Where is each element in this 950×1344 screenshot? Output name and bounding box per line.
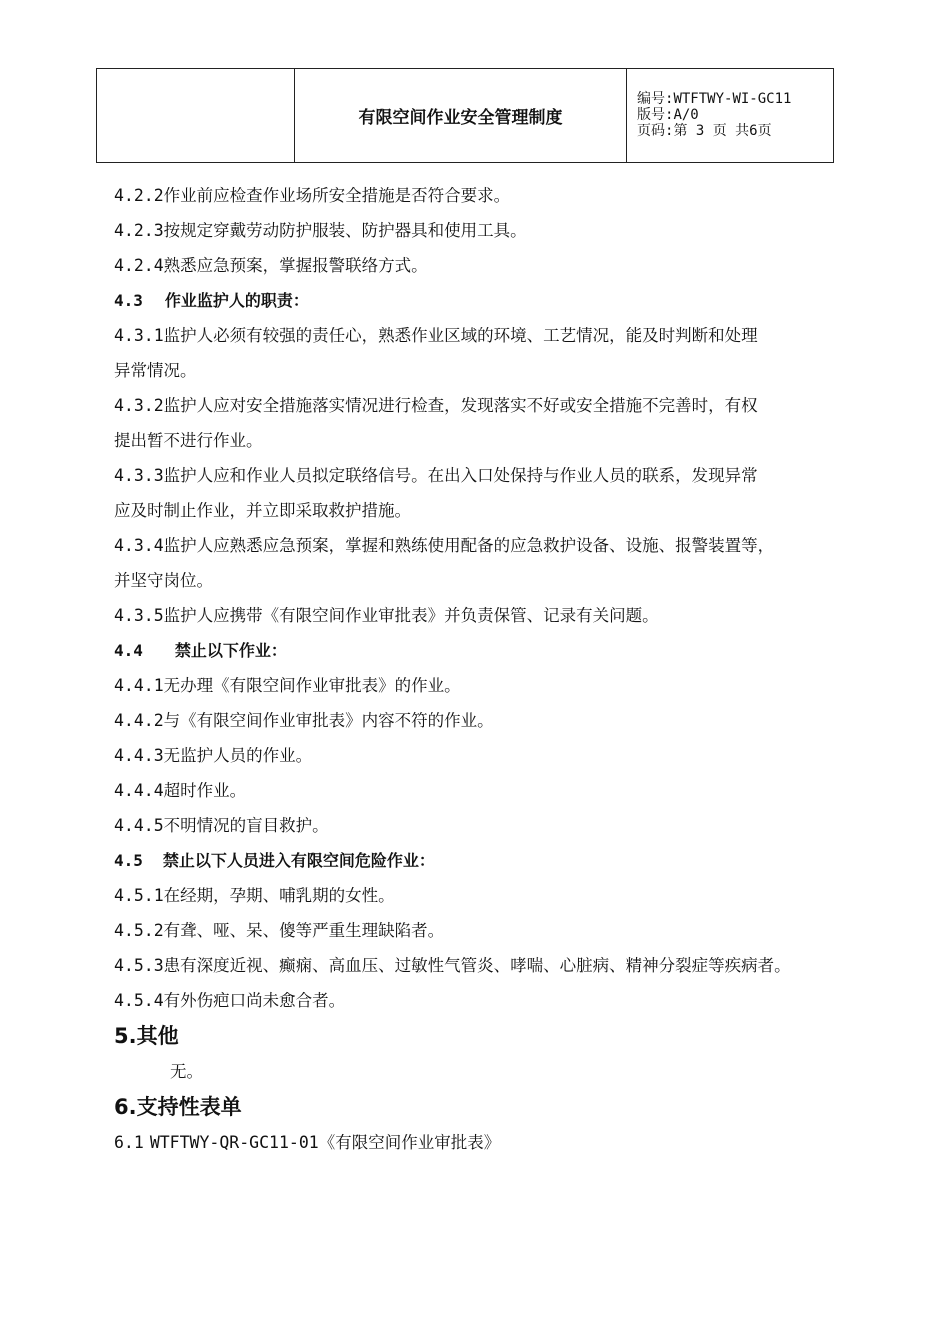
- heading-4-4: 4.4 禁止以下作业：: [114, 641, 287, 660]
- logo-cell: [97, 69, 295, 162]
- document-title: 有限空间作业安全管理制度: [295, 69, 627, 162]
- section-5-body: 无。: [170, 1062, 203, 1081]
- document-meta: [627, 69, 833, 162]
- document-body: [114, 178, 844, 1160]
- clause-4-3-1: 4.3.1监护人必须有较强的责任心，熟悉作业区域的环境、工艺情况，能及时判断和处理: [114, 326, 758, 345]
- clause-4-5-4: 4.5.4有外伤疤口尚未愈合者。: [114, 991, 346, 1010]
- clause-4-4-2: 4.4.2与《有限空间作业审批表》内容不符的作业。: [114, 711, 494, 730]
- page-label: 页码:: [637, 123, 674, 139]
- code-value: WTFTWY-WI-GC11: [673, 91, 792, 107]
- clause-4-4-1: 4.4.1无办理《有限空间作业审批表》的作业。: [114, 676, 461, 695]
- clause-4-2-4: 4.2.4熟悉应急预案，掌握报警联络方式。: [114, 256, 428, 275]
- code-label: 编号:: [637, 91, 674, 107]
- clause-4-3-4-cont: 并坚守岗位。: [114, 571, 213, 590]
- clause-4-5-3: 4.5.3患有深度近视、癫痫、高血压、过敏性气管炎、哮喘、心脏病、精神分裂症等疾病者。: [114, 956, 791, 975]
- section-6-title: 6.支持性表单: [114, 1095, 242, 1119]
- clause-6-1: 6.1 WTFTWY-QR-GC11-01《有限空间作业审批表》: [114, 1133, 501, 1152]
- clause-4-3-4: 4.3.4监护人应熟悉应急预案，掌握和熟练使用配备的应急救护设备、设施、报警装置等，: [114, 536, 775, 555]
- clause-4-2-3: 4.2.3按规定穿戴劳动防护服装、防护器具和使用工具。: [114, 221, 527, 240]
- clause-4-4-5: 4.4.5不明情况的盲目救护。: [114, 816, 329, 835]
- clause-4-3-2: 4.3.2监护人应对安全措施落实情况进行检查，发现落实不好或安全措施不完善时，有权: [114, 396, 758, 415]
- section-5-title: 5.其他: [114, 1024, 179, 1048]
- clause-4-3-3-cont: 应及时制止作业，并立即采取救护措施。: [114, 501, 411, 520]
- version-label: 版号:: [637, 107, 674, 123]
- clause-4-3-2-cont: 提出暂不进行作业。: [114, 431, 263, 450]
- page-value: 第 3 页 共6页: [673, 123, 772, 139]
- version-value: A/0: [673, 107, 699, 123]
- page-row: [637, 123, 833, 139]
- clause-4-3-5: 4.3.5监护人应携带《有限空间作业审批表》并负责保管、记录有关问题。: [114, 606, 659, 625]
- clause-4-4-3: 4.4.3无监护人员的作业。: [114, 746, 313, 765]
- clause-4-3-3: 4.3.3监护人应和作业人员拟定联络信号。在出入口处保持与作业人员的联系，发现异常: [114, 466, 758, 485]
- clause-4-4-4: 4.4.4超时作业。: [114, 781, 247, 800]
- heading-4-5: 4.5 禁止以下人员进入有限空间危险作业：: [114, 851, 435, 870]
- clause-4-5-1: 4.5.1在经期，孕期、哺乳期的女性。: [114, 886, 395, 905]
- code-row: [637, 91, 833, 107]
- document-header: [96, 68, 834, 163]
- clause-4-2-2: 4.2.2作业前应检查作业场所安全措施是否符合要求。: [114, 186, 511, 205]
- heading-4-3: 4.3 作业监护人的职责：: [114, 291, 309, 310]
- clause-4-5-2: 4.5.2有聋、哑、呆、傻等严重生理缺陷者。: [114, 921, 445, 940]
- clause-4-3-1-cont: 异常情况。: [114, 361, 197, 380]
- version-row: [637, 107, 833, 123]
